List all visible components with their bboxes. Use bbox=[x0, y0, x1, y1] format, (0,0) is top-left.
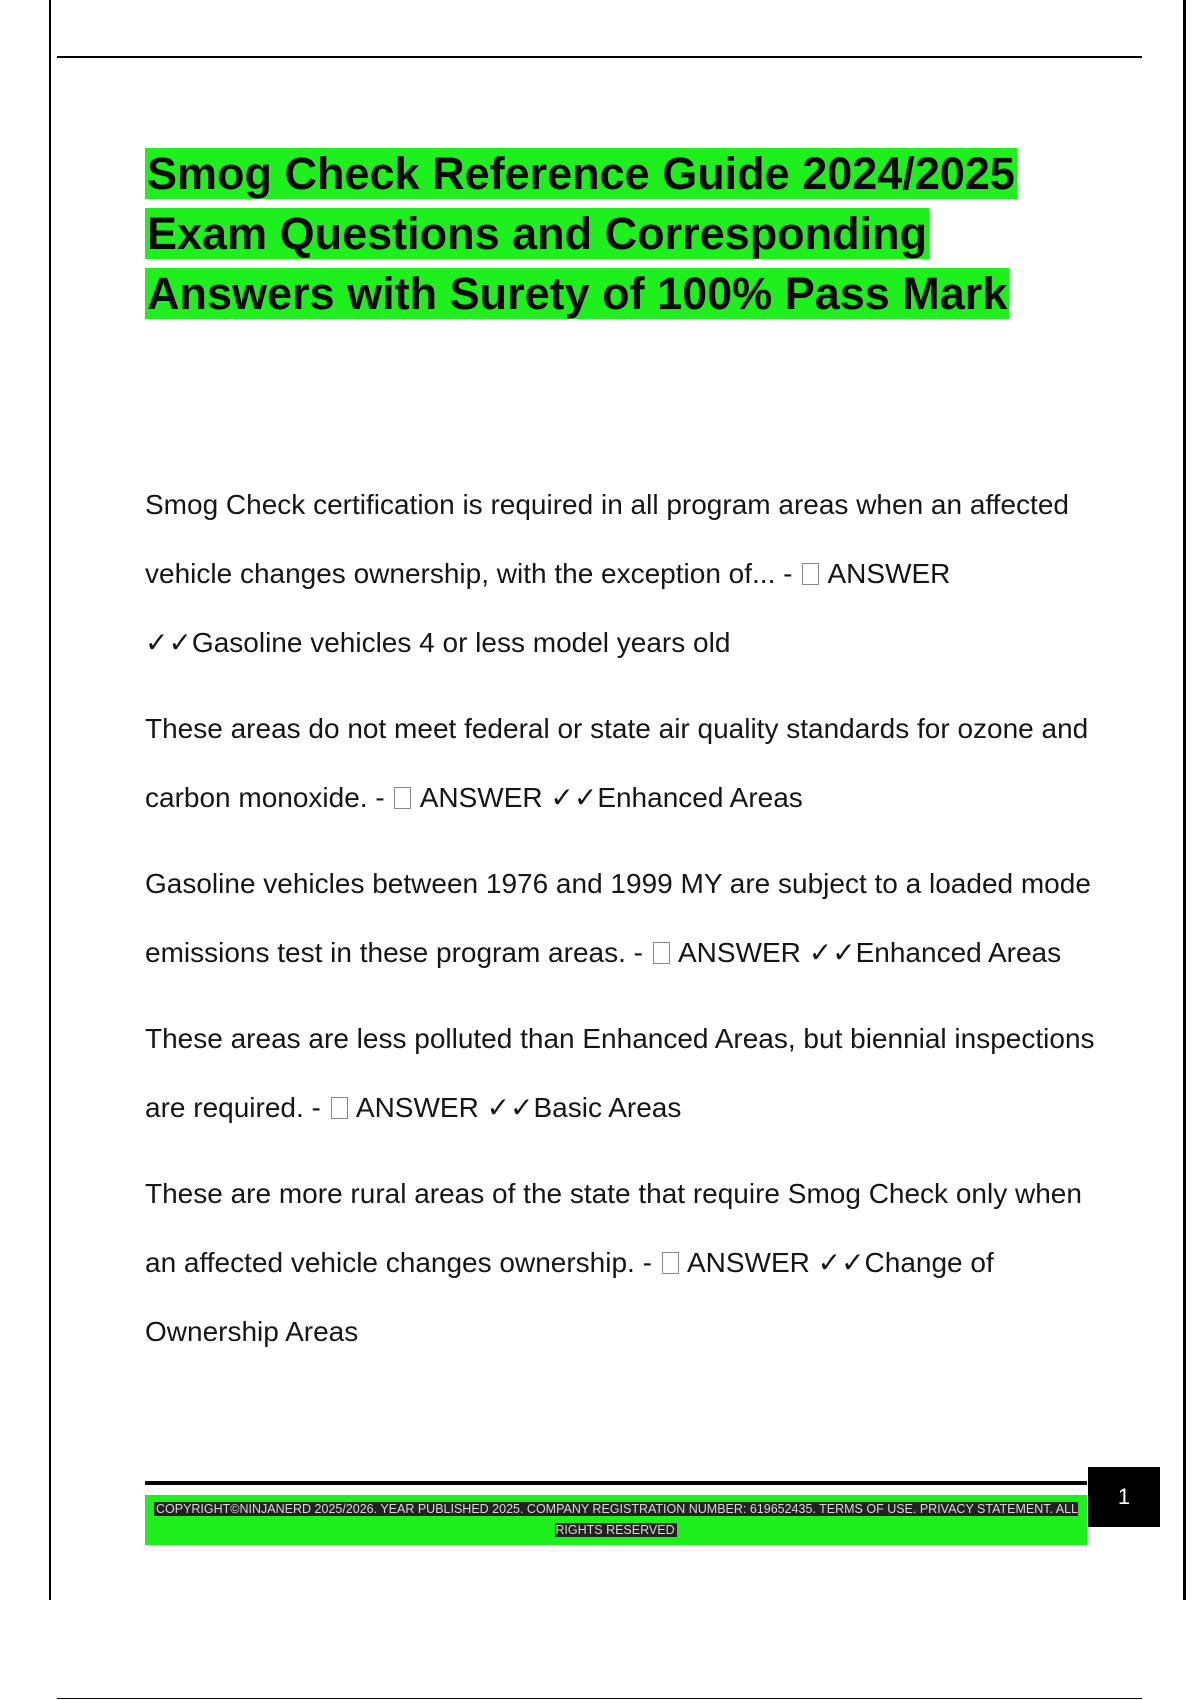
answer-text: Gasoline vehicles 4 or less model years old bbox=[191, 627, 731, 658]
answer-label: ANSWER bbox=[827, 558, 951, 589]
page-number: 1 bbox=[1088, 1467, 1160, 1527]
qa-item bbox=[145, 470, 1095, 677]
title-text: Smog Check Reference Guide 2024/2025 Exam Questions and Corresponding Answers with Surety of 100% Pass Mark bbox=[147, 148, 1015, 319]
copyright-text: COPYRIGHT©NINJANERD 2025/2026. YEAR PUBLISHED 2025. COMPANY REGISTRATION NUMBER: 619652435. TERMS OF USE. PRIVACY STATEMENT. ALL RIGHTS RESERVED bbox=[155, 1502, 1078, 1537]
qa-list bbox=[145, 470, 1095, 1383]
checkbox-glyph-icon bbox=[394, 787, 411, 809]
answer-text: Change of Ownership Areas bbox=[145, 1247, 994, 1347]
question-text: These areas are less polluted than Enhanced Areas, but biennial inspections are required. - bbox=[145, 1023, 1095, 1123]
footer-rule bbox=[145, 1481, 1087, 1485]
answer-label: ANSWER bbox=[678, 937, 801, 968]
checkbox-glyph-icon bbox=[662, 1252, 679, 1274]
next-page-rule bbox=[57, 1698, 1142, 1699]
question-text: These are more rural areas of the state that require Smog Check only when an affected vehicle changes ownership. - bbox=[145, 1178, 1082, 1278]
qa-item bbox=[145, 849, 1095, 987]
answer-label: ANSWER bbox=[355, 1092, 479, 1123]
page-border-right bbox=[1183, 0, 1186, 1600]
answer-text: Basic Areas bbox=[533, 1092, 682, 1123]
checkmark-icon: ✓✓ bbox=[486, 1091, 534, 1124]
qa-item bbox=[145, 694, 1095, 832]
checkmark-icon: ✓✓ bbox=[817, 1246, 865, 1279]
qa-item bbox=[145, 1159, 1095, 1366]
answer-label: ANSWER bbox=[686, 1247, 810, 1278]
answer-text: Enhanced Areas bbox=[855, 937, 1062, 968]
question-text: Smog Check certification is required in all program areas when an affected vehicle changes ownership, with the exception of... - bbox=[145, 489, 1069, 589]
checkmark-icon: ✓✓ bbox=[808, 936, 856, 969]
checkmark-icon: ✓✓ bbox=[145, 626, 192, 659]
checkbox-glyph-icon bbox=[331, 1097, 348, 1119]
document-title bbox=[145, 144, 1095, 324]
question-text: These areas do not meet federal or state air quality standards for ozone and carbon monoxide. - bbox=[145, 713, 1089, 813]
copyright-footer bbox=[145, 1495, 1087, 1545]
page-border-left bbox=[49, 0, 51, 1600]
checkmark-icon: ✓✓ bbox=[550, 781, 598, 814]
answer-text: Enhanced Areas bbox=[597, 782, 803, 813]
question-text: Gasoline vehicles between 1976 and 1999 MY are subject to a loaded mode emissions test in these program areas. - bbox=[145, 868, 1091, 968]
answer-label: ANSWER bbox=[419, 782, 543, 813]
checkbox-glyph-icon bbox=[802, 563, 819, 585]
qa-item bbox=[145, 1004, 1095, 1142]
checkbox-glyph-icon bbox=[653, 942, 670, 964]
header-rule bbox=[57, 56, 1142, 58]
